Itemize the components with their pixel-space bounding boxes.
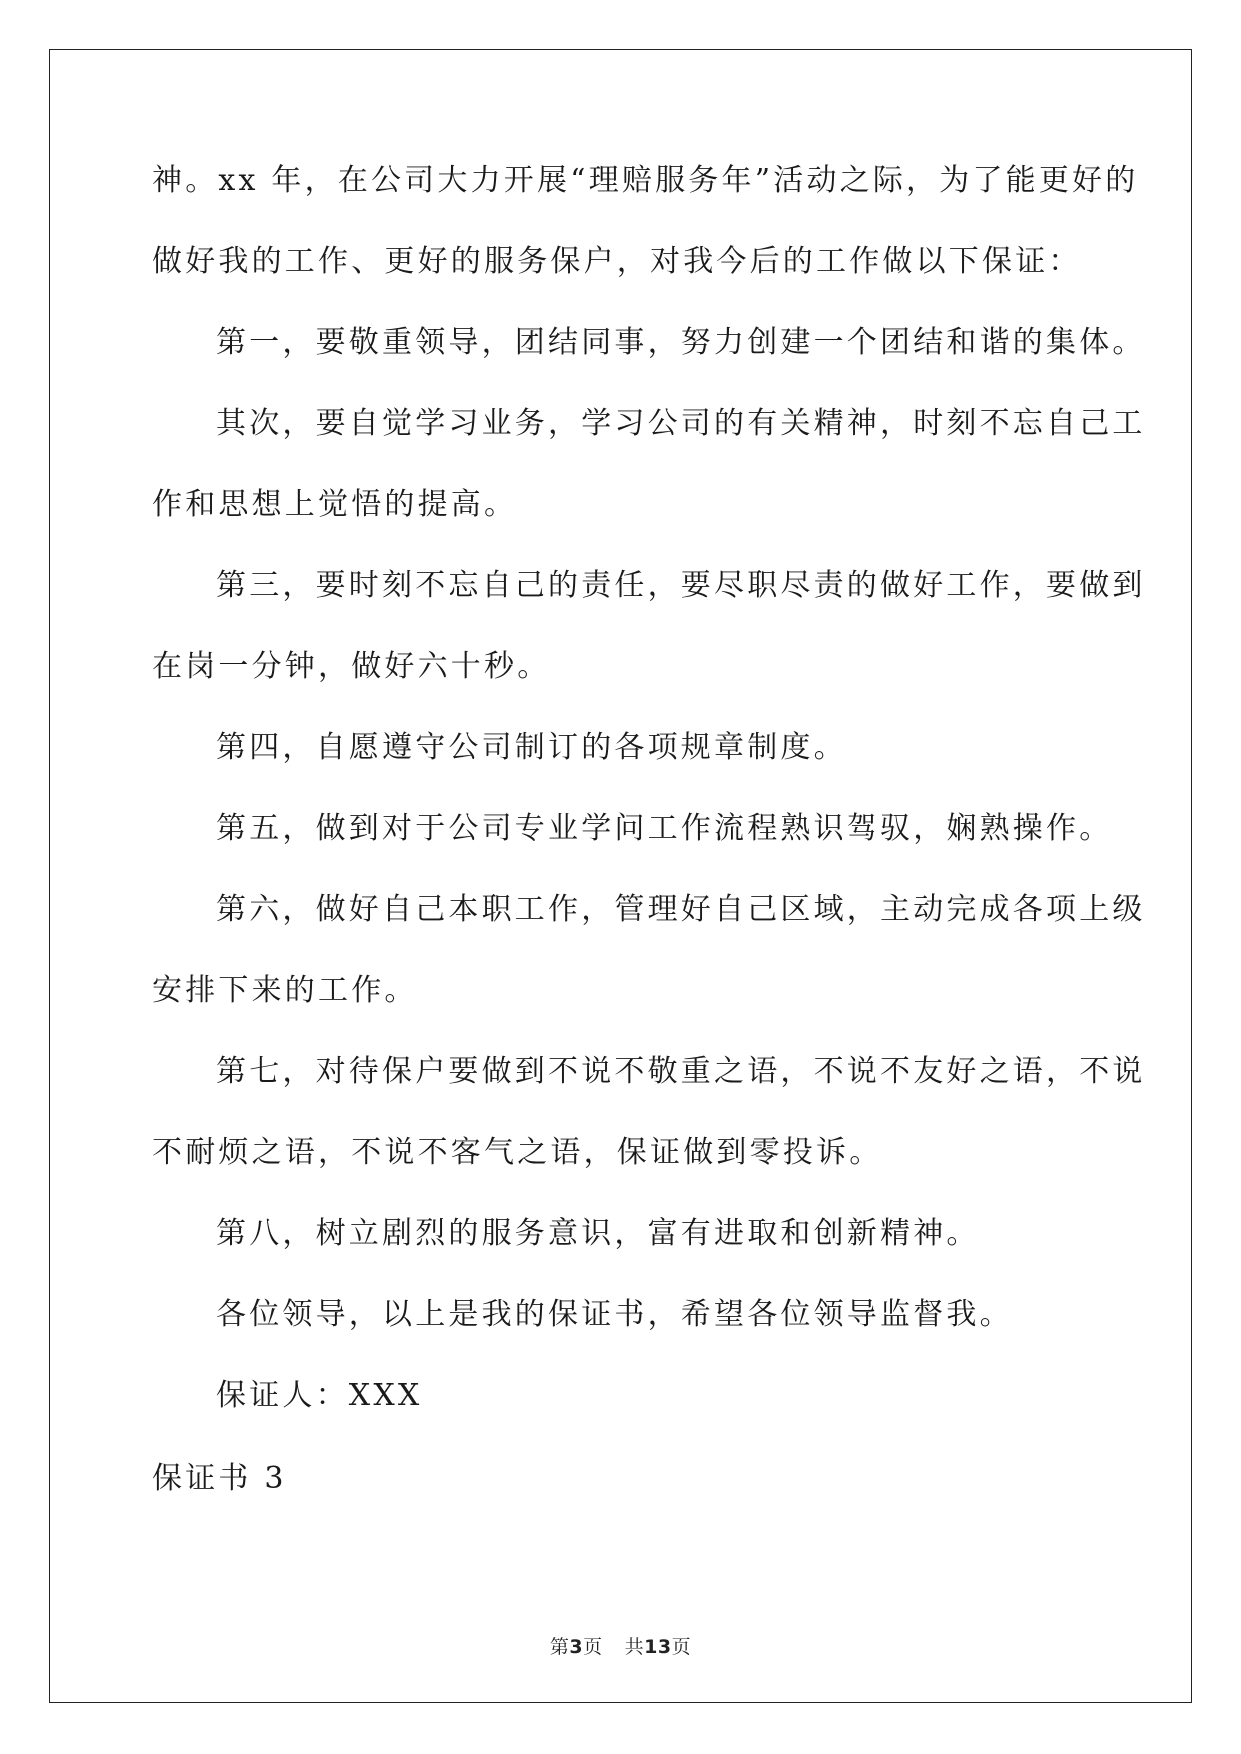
paragraph-eighth: 第八，树立剧烈的服务意识，富有进取和创新精神。	[216, 1216, 980, 1251]
total-pages: 13	[644, 1636, 672, 1658]
paragraph-line: 神。xx 年，在公司大力开展“理赔服务年”活动之际，为了能更好的	[152, 163, 1139, 198]
paragraph-sixth: 第六，做好自己本职工作，管理好自己区域，主动完成各项上级	[216, 892, 1146, 927]
paragraph-line: 安排下来的工作。	[152, 973, 418, 1008]
paragraph-second: 其次，要自觉学习业务，学习公司的有关精神，时刻不忘自己工	[216, 406, 1146, 441]
paragraph-third: 第三，要时刻不忘自己的责任，要尽职尽责的做好工作，要做到	[216, 568, 1146, 603]
page-suffix: 页	[583, 1636, 603, 1658]
section-heading: 保证书 3	[152, 1461, 287, 1496]
paragraph-fourth: 第四，自愿遵守公司制订的各项规章制度。	[216, 730, 847, 765]
total-prefix: 共	[624, 1636, 645, 1658]
page-number: 3	[569, 1636, 584, 1658]
guarantor-signature: 保证人：XXX	[216, 1378, 423, 1413]
page-footer	[0, 1632, 1241, 1659]
paragraph-line: 作和思想上觉悟的提高。	[152, 487, 518, 522]
total-suffix: 页	[671, 1636, 692, 1658]
closing-statement: 各位领导，以上是我的保证书，希望各位领导监督我。	[216, 1297, 1013, 1332]
paragraph-fifth: 第五，做到对于公司专业学问工作流程熟识驾驭，娴熟操作。	[216, 811, 1113, 846]
paragraph-seventh: 第七，对待保户要做到不说不敬重之语，不说不友好之语，不说	[216, 1054, 1146, 1089]
paragraph-first: 第一，要敬重领导，团结同事，努力创建一个团结和谐的集体。	[216, 325, 1146, 360]
page-prefix: 第	[549, 1636, 570, 1658]
paragraph-line: 不耐烦之语，不说不客气之语，保证做到零投诉。	[152, 1135, 883, 1170]
document-body	[152, 160, 1146, 1539]
paragraph-line: 做好我的工作、更好的服务保户，对我今后的工作做以下保证：	[152, 244, 1082, 279]
paragraph-line: 在岗一分钟，做好六十秒。	[152, 649, 551, 684]
